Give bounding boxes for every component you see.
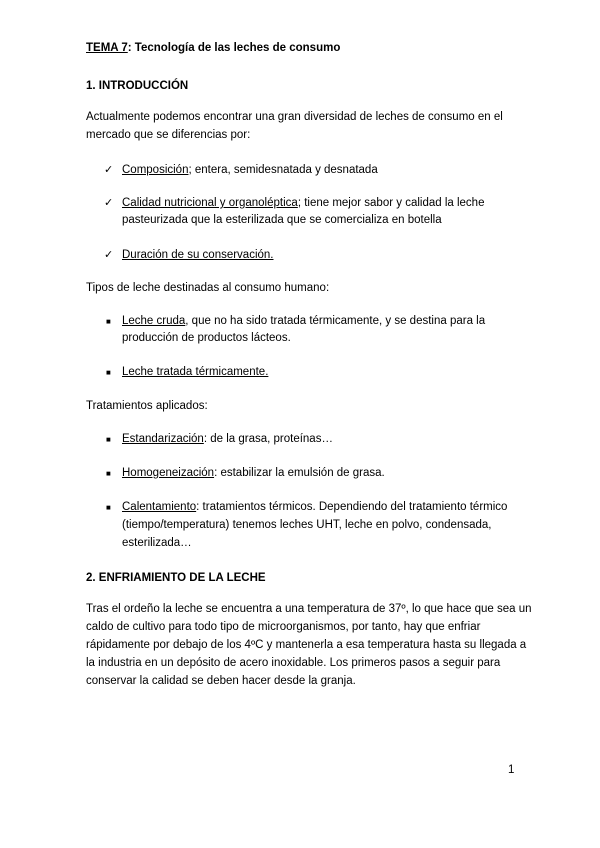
- list-item-continuation: producción de productos lácteos.: [122, 332, 291, 344]
- tratamientos-label: Tratamientos aplicados:: [86, 400, 208, 412]
- paragraph-line: caldo de cultivo para todo tipo de microorganismos, por tanto, hay que enfriar: [86, 621, 481, 633]
- item-text: : de la grasa, proteínas…: [203, 433, 333, 445]
- paragraph-line: la industria en un depósito de acero inoxidable. Los primeros pasos a seguir para: [86, 657, 501, 669]
- bullet-icon: ■: [106, 469, 111, 478]
- intro-line: mercado que se diferencias por:: [86, 129, 251, 141]
- item-text: : tratamientos térmicos. Dependiendo del tratamiento térmico: [196, 501, 508, 513]
- item-text: ; tiene mejor sabor y calidad la leche: [297, 197, 485, 209]
- paragraph-line: Tras el ordeño la leche se encuentra a una temperatura de 37º, lo que hace que sea un: [86, 603, 532, 615]
- bullet-icon: ■: [106, 503, 111, 512]
- item-text: , que no ha sido tratada térmicamente, y se destina para la: [185, 315, 486, 327]
- item-term: Estandarización: [122, 433, 204, 445]
- item-text: : estabilizar la emulsión de grasa.: [214, 467, 385, 479]
- checkmark-icon: ✓: [104, 164, 114, 176]
- list-item: [122, 248, 274, 263]
- item-text: ; entera, semidesnatada y desnatada: [188, 164, 378, 176]
- list-item: [122, 196, 484, 211]
- checkmark-icon: ✓: [104, 249, 114, 261]
- list-item-continuation: pasteurizada que la esterilizada que se comercializa en botella: [122, 214, 442, 226]
- item-term: Leche tratada térmicamente.: [122, 366, 269, 378]
- bullet-icon: ■: [106, 317, 111, 326]
- list-item: [122, 500, 507, 515]
- item-term: Homogeneización: [122, 467, 215, 479]
- paragraph-line: rápidamente por debajo de los 4ºC y mantenerla a esa temperatura hasta su llegada a: [86, 639, 527, 651]
- page-number: 1: [508, 764, 515, 776]
- tema-label: TEMA 7: [86, 42, 128, 54]
- item-term: Calentamiento: [122, 501, 197, 513]
- item-term: Calidad nutricional y organoléptica: [122, 197, 298, 209]
- list-item: [122, 432, 333, 447]
- list-item: [122, 466, 385, 481]
- list-item: [122, 314, 485, 329]
- tipos-label: Tipos de leche destinadas al consumo humano:: [86, 282, 330, 294]
- list-item-continuation: (tiempo/temperatura) tenemos leches UHT, leche en polvo, condensada,: [122, 519, 492, 531]
- section-heading-introduccion: 1. INTRODUCCIÓN: [86, 80, 189, 92]
- list-item: [122, 365, 268, 380]
- list-item: [122, 163, 378, 178]
- checkmark-icon: ✓: [104, 197, 114, 209]
- list-item-continuation: esterilizada…: [122, 537, 192, 549]
- bullet-icon: ■: [106, 368, 111, 377]
- item-term: Leche cruda: [122, 315, 186, 327]
- intro-line: Actualmente podemos encontrar una gran diversidad de leches de consumo en el: [86, 111, 503, 123]
- title-text: : Tecnología de las leches de consumo: [127, 42, 341, 54]
- paragraph-line: conservar la calidad se deben hacer desde la granja.: [86, 675, 356, 687]
- section-heading-enfriamiento: 2. ENFRIAMIENTO DE LA LECHE: [86, 572, 266, 584]
- item-term: Duración de su conservación.: [122, 249, 274, 261]
- page-title: [86, 41, 340, 56]
- item-term: Composición: [122, 164, 189, 176]
- bullet-icon: ■: [106, 435, 111, 444]
